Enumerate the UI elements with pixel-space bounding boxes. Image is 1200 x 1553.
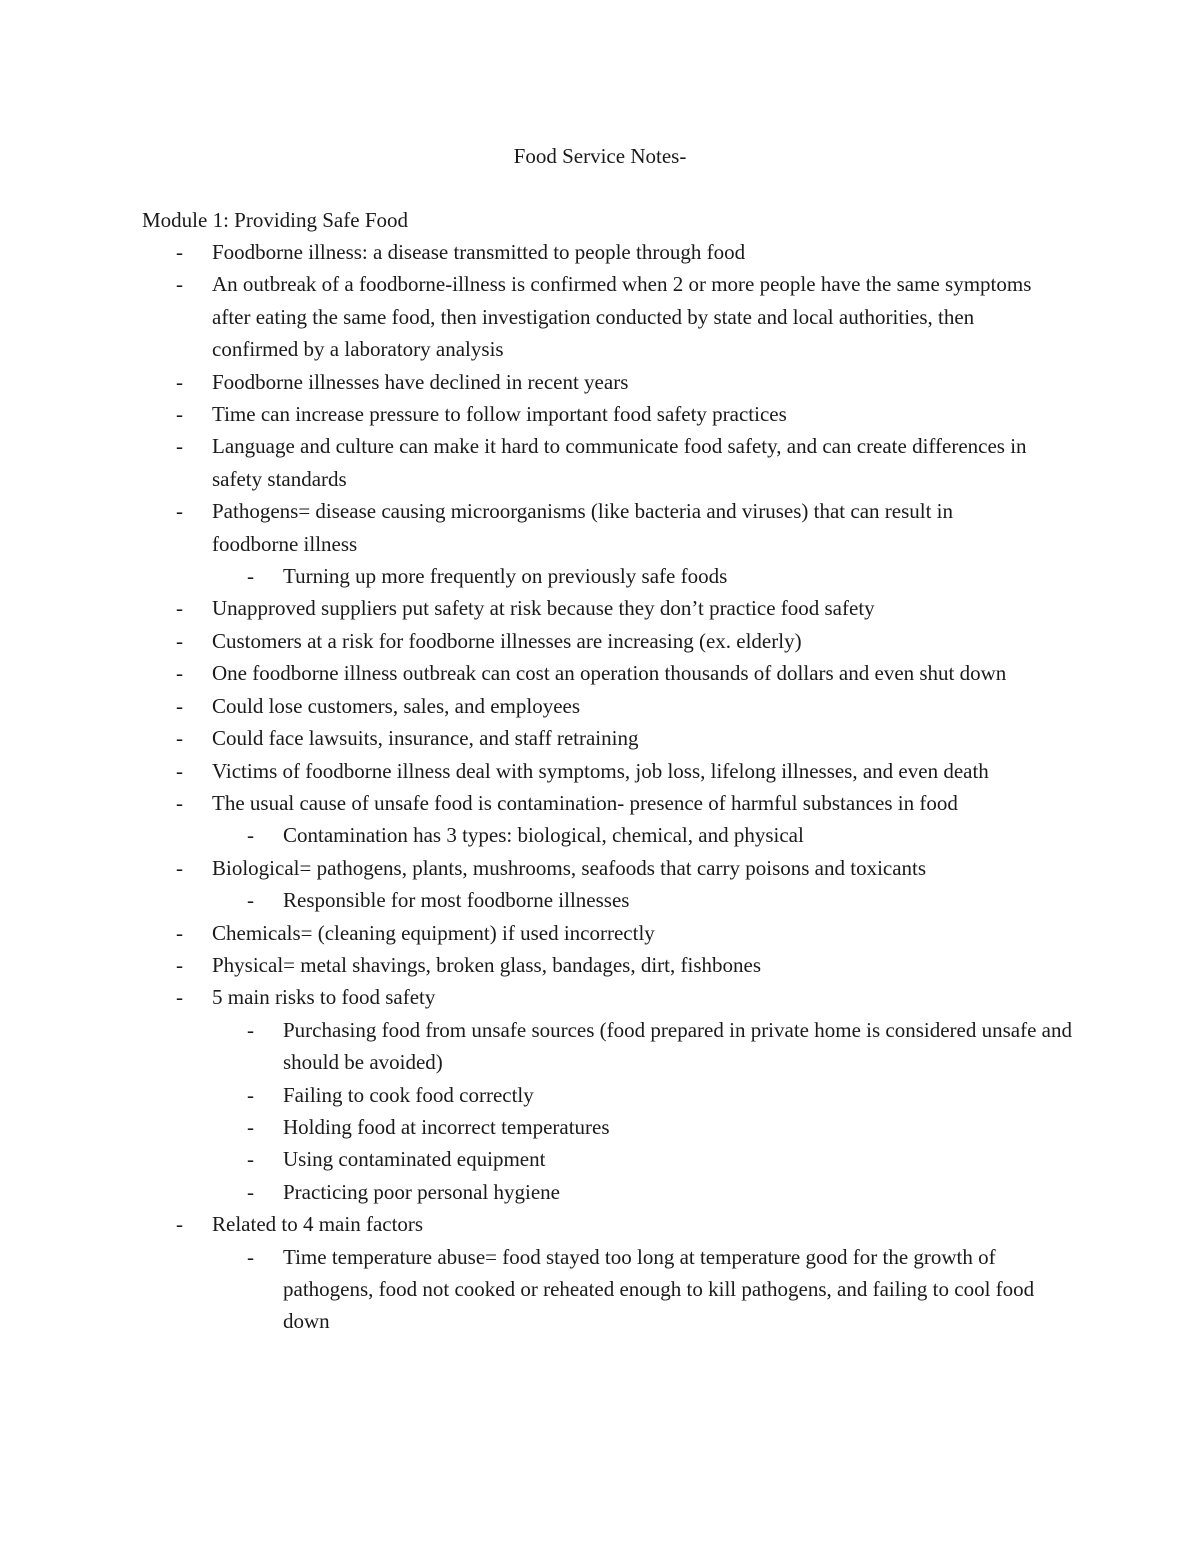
bullet-text: Failing to cook food correctly <box>283 1082 534 1107</box>
bullet-dash: - <box>247 823 254 848</box>
bullet-text: 5 main risks to food safety <box>212 985 436 1010</box>
bullet-dash: - <box>176 952 183 977</box>
bullet-text: Victims of foodborne illness deal with symptoms, job loss, lifelong illnesses, and even death <box>212 758 989 783</box>
bullet-text: Responsible for most foodborne illnesses <box>283 888 630 913</box>
bullet-item <box>0 236 1042 268</box>
bullet-dash: - <box>176 434 183 459</box>
bullet-text: One foodborne illness outbreak can cost an operation thousands of dollars and even shut down <box>212 661 1007 686</box>
sub-bullet-item <box>0 1241 1073 1338</box>
document-title: Food Service Notes- <box>513 144 687 168</box>
bullet-dash: - <box>176 596 183 621</box>
bullet-item <box>0 1208 1042 1240</box>
bullet-text: Time can increase pressure to follow important food safety practices <box>212 402 787 427</box>
bullet-dash: - <box>176 1212 183 1237</box>
bullet-dash: - <box>176 272 183 297</box>
bullet-item <box>0 592 1042 624</box>
bullet-text: Language and culture can make it hard to communicate food safety, and can create differences in safety standards <box>212 434 1027 491</box>
bullet-item <box>0 268 1042 365</box>
sub-bullet-item <box>0 1111 1073 1143</box>
bullet-item <box>0 398 1042 430</box>
bullet-text: Biological= pathogens, plants, mushrooms, seafoods that carry poisons and toxicants <box>212 855 927 880</box>
bullet-text: Could lose customers, sales, and employees <box>212 693 581 718</box>
bullet-dash: - <box>247 564 254 589</box>
bullet-text: Customers at a risk for foodborne illnesses are increasing (ex. elderly) <box>212 628 802 653</box>
bullet-item <box>0 787 1042 819</box>
bullet-item <box>0 495 1042 560</box>
sub-bullet-item <box>0 1176 1073 1208</box>
module-heading: Module 1: Providing Safe Food <box>142 208 408 232</box>
bullet-dash: - <box>176 661 183 686</box>
sub-bullet-item <box>0 819 1073 851</box>
sub-bullet-item <box>0 884 1073 916</box>
bullet-dash: - <box>176 693 183 718</box>
bullet-item <box>0 366 1042 398</box>
bullet-text: Foodborne illness: a disease transmitted to people through food <box>212 240 746 264</box>
bullet-dash: - <box>176 628 183 653</box>
bullet-text: Physical= metal shavings, broken glass, bandages, dirt, fishbones <box>212 952 762 977</box>
bullet-item <box>0 722 1042 754</box>
bullet-dash: - <box>247 1082 254 1107</box>
bullet-item <box>0 949 1042 981</box>
bullet-item <box>0 690 1042 722</box>
bullet-item <box>0 657 1042 689</box>
bullet-text: Could face lawsuits, insurance, and staff retraining <box>212 726 639 751</box>
bullet-dash: - <box>247 1244 254 1269</box>
bullet-text: The usual cause of unsafe food is contamination- presence of harmful substances in food <box>212 790 958 815</box>
bullet-dash: - <box>176 758 183 783</box>
bullet-text: Time temperature abuse= food stayed too long at temperature good for the growth of pathogens, food not cooked or reheated enough to kill pathogens, and failing to cool food down <box>283 1244 1035 1334</box>
bullet-text: Chemicals= (cleaning equipment) if used incorrectly <box>212 920 655 945</box>
sub-bullet-item <box>0 1079 1073 1111</box>
bullet-dash: - <box>176 240 183 264</box>
bullet-text: Foodborne illnesses have declined in recent years <box>212 369 629 394</box>
bullet-dash: - <box>176 369 183 394</box>
sub-bullet-item <box>0 1143 1073 1175</box>
notes-list <box>0 236 1200 1338</box>
bullet-text: Related to 4 main factors <box>212 1212 424 1237</box>
bullet-dash: - <box>176 726 183 751</box>
bullet-dash: - <box>247 1147 254 1172</box>
bullet-item <box>0 917 1042 949</box>
bullet-item <box>0 852 1042 884</box>
bullet-text: Using contaminated equipment <box>283 1147 546 1172</box>
sub-bullet-item <box>0 560 1073 592</box>
bullet-dash: - <box>176 499 183 524</box>
bullet-text: Holding food at incorrect temperatures <box>283 1114 610 1139</box>
bullet-dash: - <box>247 888 254 913</box>
bullet-dash: - <box>176 985 183 1010</box>
bullet-text: Practicing poor personal hygiene <box>283 1179 560 1204</box>
bullet-item <box>0 981 1042 1013</box>
bullet-dash: - <box>247 1114 254 1139</box>
bullet-dash: - <box>176 402 183 427</box>
bullet-text: Unapproved suppliers put safety at risk because they don’t practice food safety <box>212 596 875 621</box>
bullet-item <box>0 755 1042 787</box>
bullet-text: Purchasing food from unsafe sources (food prepared in private home is considered unsafe and should be avoided) <box>283 1017 1072 1075</box>
bullet-text: Turning up more frequently on previously safe foods <box>283 564 728 589</box>
bullet-dash: - <box>176 855 183 880</box>
bullet-text: Contamination has 3 types: biological, chemical, and physical <box>283 823 804 848</box>
bullet-dash: - <box>176 790 183 815</box>
bullet-item <box>0 430 1042 495</box>
bullet-dash: - <box>247 1179 254 1204</box>
bullet-item <box>0 625 1042 657</box>
bullet-text: An outbreak of a foodborne-illness is confirmed when 2 or more people have the same symptoms after eating the same food, then investigation conducted by state and local authorities, then confirmed by a laboratory analysis <box>212 272 1032 362</box>
bullet-dash: - <box>176 920 183 945</box>
sub-bullet-item <box>0 1014 1073 1079</box>
bullet-dash: - <box>247 1017 254 1042</box>
bullet-text: Pathogens= disease causing microorganisms (like bacteria and viruses) that can result in foodborne illness <box>212 499 953 556</box>
